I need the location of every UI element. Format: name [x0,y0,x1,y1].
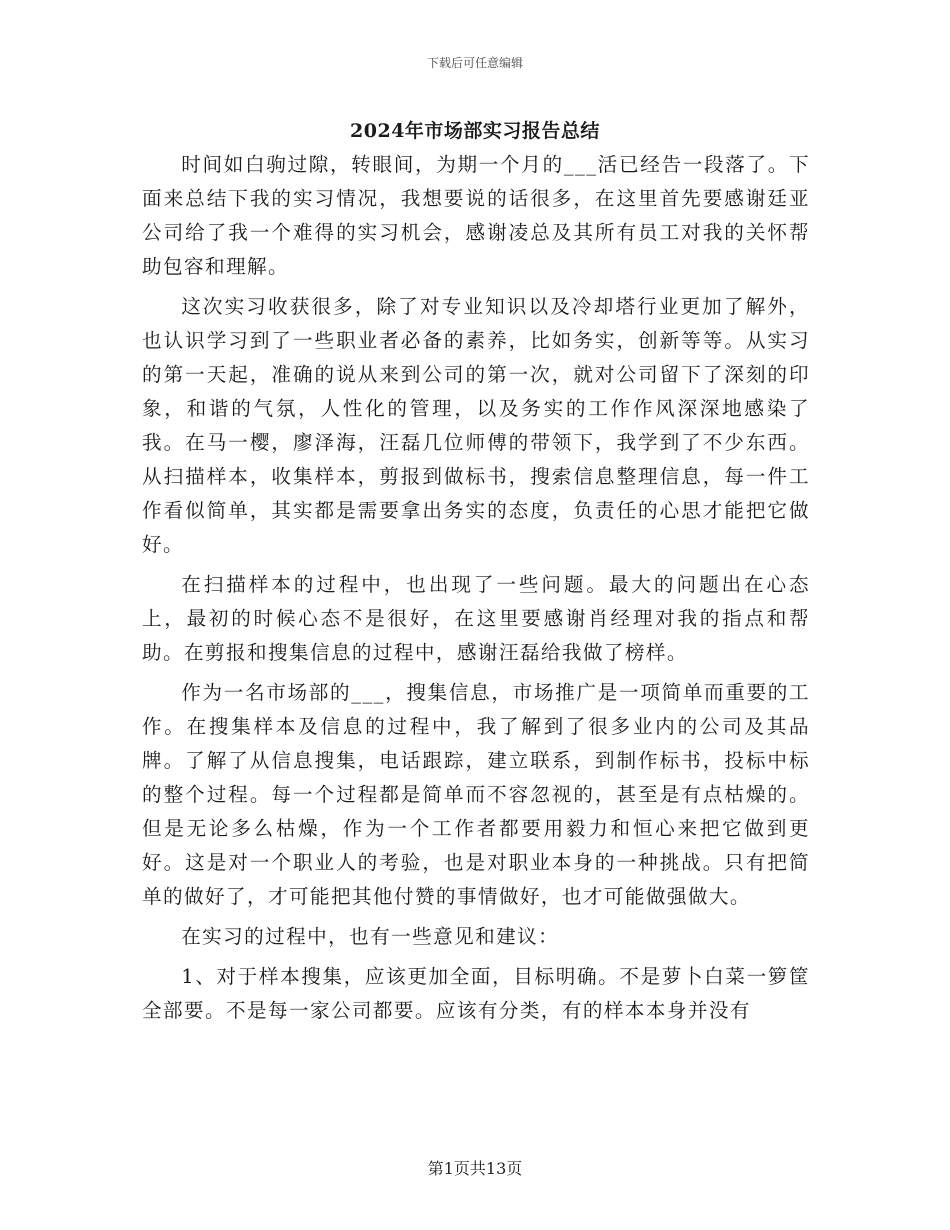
paragraph-5: 在实习的过程中，也有一些意见和建议： [181,925,560,948]
paragraph-6: 1、对于样本搜集，应该更加全面，目标明确。不是萝卜白菜一箩筐全部要。不是每一家公司都要。应该有分类，有的样本本身并没有 [142,965,810,1022]
document-title: 2024年市场部实习报告总结 [350,120,600,142]
paragraph-2: 这次实习收获很多，除了对专业知识以及冷却塔行业更加了解外，也认识学习到了一些职业者必备的素养，比如务实，创新等等。从实习的第一天起，准确的说从来到公司的第一次，就对公司留下了深刻的印象，和谐的气氛，人性化的管理，以及务实的工作作风深深地感染了我。在马一樱，廖泽海，汪磊几位师傅的带领下，我学到了不少东西。从扫描样本，收集样本，剪报到做标书，搜索信息整理信息，每一件工作看似简单，其实都是需要拿出务实的态度，负责任的心思才能把它做好。 [142,295,810,556]
header-note: 下载后可任意编辑 [426,56,523,70]
paragraph-1: 时间如白驹过隙，转眼间，为期一个月的___活已经告一段落了。下面来总结下我的实习情况，我想要说的话很多，在这里首先要感谢廷亚公司给了我一个难得的实习机会，感谢凌总及其所有员工对我的关怀帮助包容和理解。 [142,153,810,278]
document-body [142,148,810,1034]
paragraph-4: 作为一名市场部的___，搜集信息，市场推广是一项简单而重要的工作。在搜集样本及信息的过程中，我了解到了很多业内的公司及其品牌。了解了从信息搜集，电话跟踪，建立联系，到制作标书，投标中标的整个过程。每一个过程都是简单而不容忽视的，甚至是有点枯燥的。但是无论多么枯燥，作为一个工作者都要用毅力和恒心来把它做到更好。这是对一个职业人的考验，也是对职业本身的一种挑战。只有把简单的做好了，才可能把其他付赞的事情做好，也才可能做强做大。 [142,681,810,908]
page-number: 第1页共13页 [427,1159,523,1178]
paragraph-3: 在扫描样本的过程中，也出现了一些问题。最大的问题出在心态上，最初的时候心态不是很好，在这里要感谢肖经理对我的指点和帮助。在剪报和搜集信息的过程中，感谢汪磊给我做了榜样。 [142,573,810,664]
